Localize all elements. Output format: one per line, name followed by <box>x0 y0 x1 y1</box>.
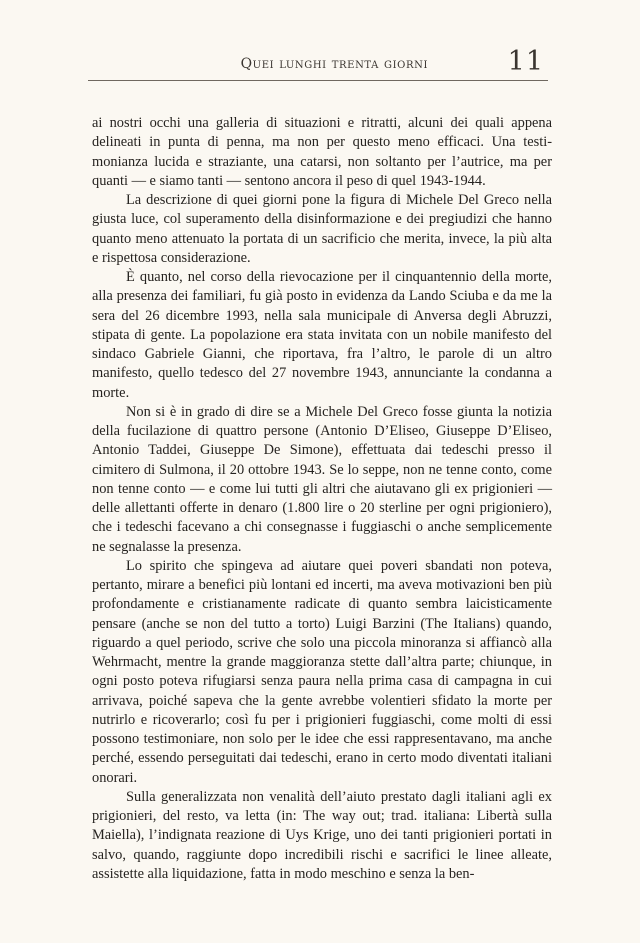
running-title: Quei lunghi trenta giorni <box>240 56 428 72</box>
paragraph: Lo spirito che spingeva ad aiutare quei poveri sbandati non poteva, pertanto, mirare a benefici più lontani ed incerti, ma aveva motivazioni ben più profondamente e cristianamente radicate di quanto sembra laicisticamente pensare (anche se non del tutto a torto) Luigi Barzini (The Italians) quando, riguardo a quel periodo, scrive che solo una piccola minoranza si affiancò alla Wehrmacht, mentre la grande maggioranza stette dall’altra parte; chiunque, in ogni posto poteva rifugiarsi senza paura nella prima casa di campagna in cui arrivava, poiché sapeva che la gente avrebbe volentieri sfidato la morte per nutrirlo e ricoverarlo; così fu per i prigionieri fuggiaschi, come molti di essi possono testimoniare, non solo per le idee che essi rappresentavano, ma anche perché, essendo perseguitati dai tedeschi, erano in certo modo diventati italiani onorari. <box>92 557 552 786</box>
paragraph: Sulla generalizzata non venalità dell’aiuto prestato dagli italiani agli ex prigionieri, del resto, va letta (in: The way out; trad. italiana: Libertà sulla Maiella), l’indignata reazione di Uys Krige, uno dei tanti prigionieri portati in salvo, quando, raggiunte dopo incredibili rischi e sacrifici le linee alleate, assistette alla liquidazione, fatta in modo meschino e senza la ben- <box>92 788 552 882</box>
body-text <box>92 114 552 884</box>
paragraph: La descrizione di quei giorni pone la figura di Michele Del Greco nella giusta luce, col superamento della disinformazione e dei pregiudizi che hanno quanto meno attenuato la portata di un sacrificio che merita, invece, la più alta e rispettosa considerazione. <box>92 192 552 266</box>
paragraph: È quanto, nel corso della rievocazione per il cinquantennio della morte, alla presenza dei familiari, fu già posto in evidenza da Lando Sciuba e da me la sera del 26 dicembre 1993, nella sala municipale di Anversa degli Abruzzi, stipata di gente. La popolazione era stata invitata con un nobile manifesto del sindaco Gabriele Gianni, che riportava, fra l’altro, le parole di un altro manifesto, quello tedesco del 27 novembre 1943, annunciante la condanna a morte. <box>92 269 552 401</box>
header-rule <box>88 80 548 81</box>
running-head <box>88 46 548 86</box>
paragraph: Non si è in grado di dire se a Michele Del Greco fosse giunta la notizia della fucilazione di quattro persone (Antonio D’Eliseo, Giuseppe D’Eliseo, Antonio Taddei, Giuseppe De Simone), effettuata dai tedeschi presso il cimitero di Sulmona, il 20 ottobre 1943. Se lo seppe, non ne tenne conto, come non tenne conto — e come lui tutti gli altri che aiutavano gli ex prigionieri — delle allettanti offerte in denaro (1.800 lire o 20 sterline per ogni prigioniero), che i tedeschi facevano a chi consegnasse i fuggiaschi o anche semplicemente ne segnalasse la presenza. <box>92 403 552 555</box>
page-number: 11 <box>507 46 544 77</box>
paragraph-continued: ai nostri occhi una galleria di situazioni e ritratti, alcuni dei quali appena delineati in punta di penna, ma non per questo meno efficaci. Una testimonianza lucida e straziante, una catarsi, non soltanto per l’autrice, ma per quanti — e siamo tanti — sentono ancora il peso di quel 1943-1944. <box>92 115 552 189</box>
